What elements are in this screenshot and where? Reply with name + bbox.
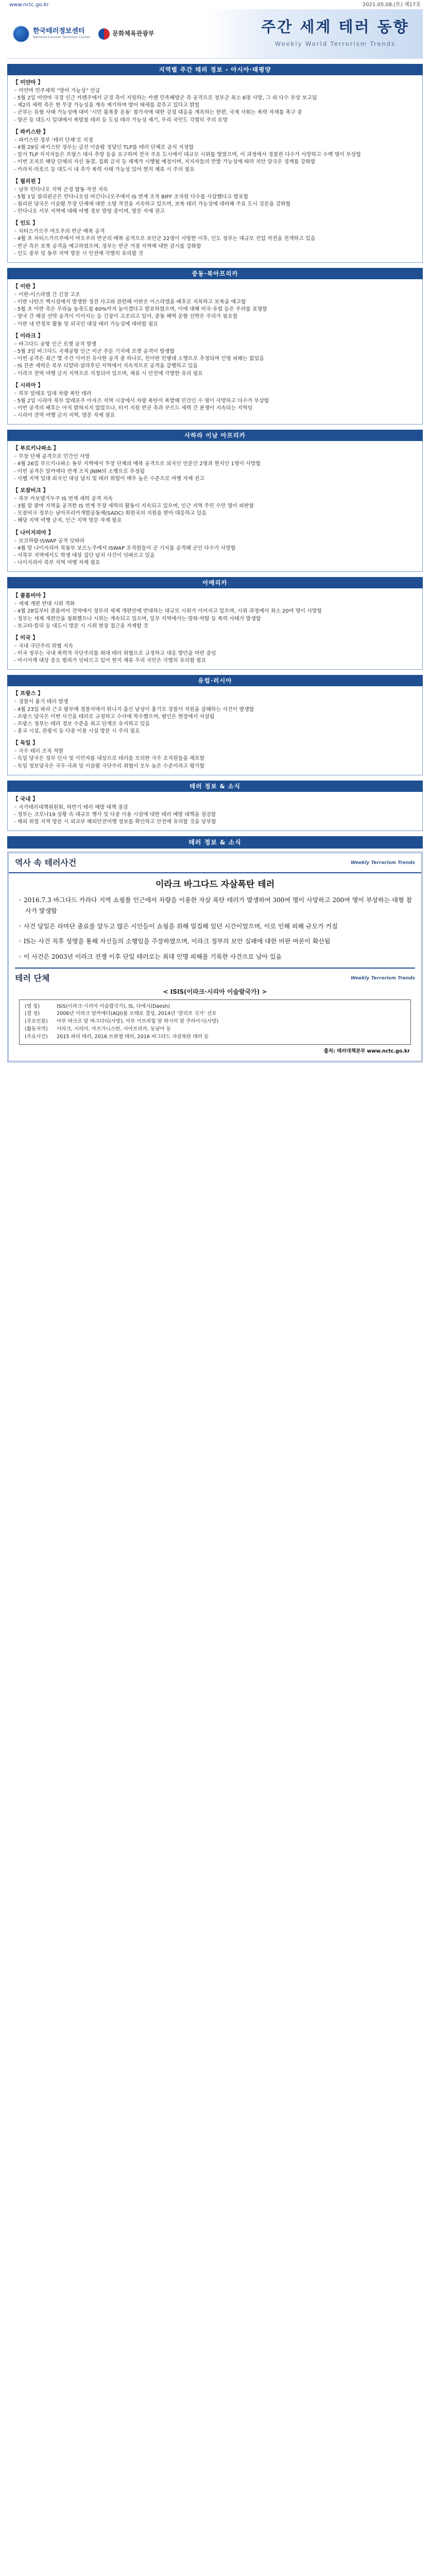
news-line: ◦ 세제 개편 반대 시위 격화 <box>14 601 75 607</box>
group-panel-watermark: Weekly Terrorism Trends <box>350 975 415 981</box>
news-line: - 민다나오 서부 지역에 대해 여행 경보 발령 중이며, 방문 자제 권고 <box>14 209 165 215</box>
insight-panel <box>7 852 423 1062</box>
news-line: - 이번 조치로 해당 단체의 자산 동결, 집회 금지 등 제재가 시행될 예정이며, 지지자들의 반발 가능성에 따라 치안 당국은 경계를 강화함 <box>14 159 316 165</box>
country-label: 【 미얀마 】 <box>13 79 43 86</box>
profile-value: 2015 파리 테러, 2016 브뤼셀 테러, 2016 바그다드 자살폭탄 테러 등 <box>57 1034 209 1040</box>
news-line: ◦ 차티스가르주 마오주의 반군 매복 공격 <box>14 229 105 235</box>
masthead-title <box>258 16 412 48</box>
country-label: 【 시리아 】 <box>13 382 43 388</box>
profile-key: (주요인물) <box>25 1019 48 1025</box>
section-body <box>7 441 423 572</box>
news-line: - 이란 나탄즈 핵시설에서 발생한 정전 사고와 관련해 이란은 이스라엘을 배후로 지목하고 보복을 예고함 <box>14 299 246 306</box>
news-line: - 4월 말 나이지리아 북동부 보르노주에서 ISWAP 조직원들이 군 기지를 공격해 군인 다수가 사망함 <box>14 545 236 551</box>
article-paragraph: ◦ 이 사건은 2003년 이라크 전쟁 이후 단일 테러로는 최대 인명 피해를 기록한 사건으로 남아 있음 <box>18 953 282 960</box>
news-line: - 사헬 지역 일대 외국인 대상 납치 및 테러 위험이 매우 높은 수준으로 여행 자제 권고 <box>14 476 205 482</box>
news-line: ◦ 경찰서 흉기 테러 발생 <box>14 699 68 705</box>
profile-row <box>25 1003 405 1011</box>
news-line: - 5월 2일 미얀마 국경 인근 카렌주에서 군경 측이 지원하는 카렌 민족해방군 측 공격으로 정부군 최소 6명 사망, 그 외 다수 부상 보고됨 <box>14 95 317 101</box>
country-block <box>13 529 417 567</box>
profile-value: ISIS(이라크·시리아 이슬람국가), IS, 다에시(Daesh) <box>57 1003 170 1009</box>
news-line: - 3월 말 팔마 지역을 공격한 IS 연계 무장 세력의 활동이 지속되고 있으며, 인근 지역 주민 수만 명이 피란함 <box>14 503 254 510</box>
country-block <box>13 795 417 826</box>
news-line: - 5월 1일 필리핀군은 민다나오섬 마긴다나오주에서 IS 연계 조직 BIFF 조직원 다수를 사살했다고 발표함 <box>14 194 249 200</box>
article-paragraph: ◦ 2016.7.3 바그다드 카라다 지역 쇼핑몰 인근에서 차량을 이용한 자살 폭탄 테러가 발생하여 300여 명이 사망하고 200여 명이 부상하는 대형 참사가 발생함 <box>18 896 412 915</box>
country-label: 【 콜롬비아 】 <box>13 592 48 599</box>
country-label: 【 미국 】 <box>13 634 38 641</box>
news-line: - 5월 2일 시리아 북부 알레포주 아자즈 지역 시장에서 차량 폭탄이 폭발해 민간인 수 명이 사망하고 다수가 부상함 <box>14 398 269 404</box>
news-line: ◦ 이란-이스라엘 간 긴장 고조 <box>14 292 80 298</box>
section-1 <box>7 268 423 425</box>
history-panel-title: 역사 속 테러사건 <box>15 858 77 868</box>
news-line: - 양곤 등 대도시 일대에서 폭발물 테러 등 도심 테러 가능성 제기, 우리 국민도 각별히 주의 요망 <box>14 117 228 123</box>
news-line: - 프랑스 정부는 테러 경보 수준을 최고 단계로 유지하고 있음 <box>14 721 150 727</box>
profile-key: (주요사건) <box>25 1034 48 1040</box>
section-title: 테러 정보 & 소식 <box>7 781 423 792</box>
country-block <box>13 445 417 483</box>
section-title: 지역별 주간 테러 정보 - 아시아·태평양 <box>7 64 423 75</box>
country-block <box>13 382 417 420</box>
news-line: - 독일 당국은 정부 인사 및 이민자를 대상으로 테러를 모의한 극우 조직원들을 체포함 <box>14 756 205 762</box>
news-line: - 이란 내 반정부 활동 및 외국인 대상 테러 가능성에 대비할 필요 <box>14 321 159 327</box>
news-line: - 인도 중부 및 동부 지역 방문 시 안전에 각별히 유의할 것 <box>14 250 144 257</box>
profile-key: (명 칭) <box>25 1003 40 1009</box>
news-line: ◦ 보코하람·ISWAP 공격 잇따라 <box>14 538 85 544</box>
news-line: - 필리핀 당국은 이슬람 무장 단체에 대한 소탕 작전을 지속하고 있으며, 보복 테러 가능성에 대비해 주요 도시 검문을 강화함 <box>14 201 291 207</box>
country-label: 【 나이지리아 】 <box>13 529 54 536</box>
news-line: - 이번 공격의 배후는 아직 밝혀지지 않았으나, 터키 지원 반군 측과 쿠르드 세력 간 분쟁이 지속되는 지역임 <box>14 405 253 411</box>
profile-row <box>25 1010 405 1018</box>
country-block <box>13 178 417 216</box>
profile-row <box>25 1026 405 1033</box>
group-panel-header <box>9 973 421 988</box>
country-label: 【 독일 】 <box>13 740 38 747</box>
article-title: 이라크 바그다드 자살폭탄 테러 <box>155 879 275 890</box>
news-line: - 4월 28일부터 콜롬비아 전역에서 정부의 세제 개편안에 반대하는 대규모 시위가 이어지고 있으며, 시위 과정에서 최소 20여 명이 사망함 <box>14 608 322 615</box>
news-line: - IS 잔존 세력은 북부 디얄라·살라후딘 지역에서 지속적으로 공격을 감행하고 있음 <box>14 363 198 369</box>
history-panel-header <box>9 853 421 873</box>
news-line: - 앞서 TLP 지지자들은 프랑스 대사 추방 등을 요구하며 전국 주요 도시에서 대규모 시위를 벌였으며, 이 과정에서 경찰관 다수가 사망하고 수백 명이 부상함 <box>14 152 362 158</box>
news-line: - 프랑스 당국은 이번 사건을 테러로 규정하고 수사에 착수했으며, 범인은 현장에서 사살됨 <box>14 714 215 720</box>
issue-info: 2021.05.08.(토) 제17호 <box>362 2 421 8</box>
country-block <box>13 690 417 735</box>
news-line: ◦ 파키스탄 정부 ‘테러 단체’로 지정 <box>14 137 93 143</box>
profile-key: (활동지역) <box>25 1026 48 1032</box>
country-block <box>13 487 417 525</box>
country-label: 【 파키스탄 】 <box>13 128 48 135</box>
history-panel-watermark: Weekly Terrorism Trends <box>350 860 415 866</box>
newsletter-title: 주간 세계 테러 동향 <box>261 18 409 36</box>
ministry-logo-name: 문화체육관광부 <box>112 29 154 37</box>
country-label: 【 필리핀 】 <box>13 178 43 184</box>
news-line: - 서북부 지역에서도 학생 대상 집단 납치 사건이 잇따르고 있음 <box>14 552 155 558</box>
profile-row <box>25 1033 405 1041</box>
article-paragraph: ◦ IS는 사건 직후 성명을 통해 자신들의 소행임을 주장하였으며, 이라크 정부의 보안 실패에 대한 비판 여론이 확산됨 <box>18 938 331 945</box>
country-label: 【 부르키나파소 】 <box>13 445 59 452</box>
section-body <box>7 75 423 263</box>
nctc-logo[interactable] <box>12 25 90 43</box>
news-line: - 모잠비크 정부는 남아프리카개발공동체(SADC) 회원국의 지원을 받아 대응하고 있음 <box>14 511 207 517</box>
country-block <box>13 634 417 665</box>
sections-container <box>0 64 430 831</box>
group-panel-title: 테러 단체 <box>15 973 50 983</box>
news-line: - 4월 26일 부르키나파소 동부 지역에서 무장 단체의 매복 공격으로 외국인 언론인 2명과 현지인 1명이 사망함 <box>14 461 261 467</box>
news-line: ◦ 국가테러대책위원회, 하반기 테러 예방 대책 점검 <box>14 804 128 810</box>
nctc-seal-icon <box>12 25 30 43</box>
profile-box <box>19 999 411 1045</box>
news-line: - 반군 측은 보복 공격을 예고하였으며, 정부는 반군 거점 지역에 대한 감시를 강화함 <box>14 243 201 249</box>
news-line: ◦ 남부 민다나오 지역 군경 합동 작전 지속 <box>14 187 108 193</box>
news-line: ◦ 북부 카보델가두주 IS 연계 세력 공격 지속 <box>14 496 113 502</box>
top-bar <box>0 0 430 9</box>
section-2 <box>7 430 423 572</box>
country-label: 【 이라크 】 <box>13 332 43 339</box>
country-block <box>13 283 417 328</box>
news-line: - 제2의 세력 측은 현 무장 가능성을 계속 제기하며 방어 태세를 갖추고 있다고 밝힘 <box>14 103 200 109</box>
news-line: - 종교 시설, 관광지 등 다중 이용 시설 방문 시 주의 필요 <box>14 728 140 735</box>
section-title: 사하라 이남 아프리카 <box>7 430 423 441</box>
profile-title: < ISIS(이라크·시리아 이슬람국가) > <box>163 988 267 995</box>
article-body <box>9 895 421 962</box>
section-body <box>7 686 423 775</box>
country-label: 【 이란 】 <box>13 283 38 290</box>
section-title: 유럽·러시아 <box>7 675 423 686</box>
news-line: ◦ 극우 테러 조직 적발 <box>14 749 63 755</box>
section-4 <box>7 675 423 775</box>
news-line: - 양국 간 해상 선박 공격이 이어지는 등 긴장이 고조되고 있어, 중동 해역 운항 선박은 주의가 필요함 <box>14 314 238 320</box>
news-line: ◦ 무장 단체 공격으로 민간인 사망 <box>14 454 90 460</box>
news-line: - 4월 초 차티스가르주에서 마오주의 반군의 매복 공격으로 보안군 22명이 사망한 이후, 인도 정부는 대규모 진압 작전을 전개하고 있음 <box>14 236 316 242</box>
news-line: - 이번 공격은 최근 몇 주간 이어진 유사한 공격 중 하나로, 친이란 민병대 소행으로 추정되며 인명 피해는 없었음 <box>14 356 264 362</box>
news-line: - 해외 위험 지역 방문 시 외교부 해외안전여행 정보를 확인하고 안전에 유의할 것을 당부함 <box>14 819 216 825</box>
site-url-link[interactable]: www.nctc.go.kr <box>9 2 49 8</box>
section-body <box>7 588 423 670</box>
country-label: 【 국내 】 <box>13 795 38 802</box>
section-title: 아메리카 <box>7 577 423 588</box>
country-block <box>13 79 417 124</box>
nctc-logo-en: National Counter Terrorism Center <box>33 35 91 40</box>
country-label: 【 모잠비크 】 <box>13 487 48 494</box>
ministry-logo[interactable] <box>98 28 154 40</box>
insight-header: 테러 정보 & 소식 <box>7 836 423 849</box>
news-line: - 5월 3일 바그다드 국제공항 인근 미군 주둔 기지에 로켓 공격이 발생함 <box>14 348 175 354</box>
panel-divider <box>15 968 415 969</box>
profile-value: 이라크, 시리아, 아프가니스탄, 서아프리카, 동남아 등 <box>57 1026 171 1032</box>
news-line: ◦ 바그다드 공항 인근 로켓 공격 발생 <box>14 341 97 347</box>
news-line: - 독일 정보당국은 극우·극좌 및 이슬람 극단주의 위협이 모두 높은 수준이라고 평가함 <box>14 763 205 769</box>
news-line: - 4월 29일 파키스탄 정부는 급진 이슬람 정당인 TLP를 테러 단체로 공식 지정함 <box>14 144 194 150</box>
section-3 <box>7 577 423 670</box>
news-line: - 보고타·칼리 등 대도시 방문 시 시위 현장 접근을 자제할 것 <box>14 623 148 629</box>
news-line: - 군부는 유혈 사태 가능성에 대비 ‘시민 불복종 운동’ 참가자에 대한 강경 대응을 계속하는 한편, 국제 사회는 폭력 자제를 촉구 중 <box>14 110 302 116</box>
news-line: - 시리아 전역 여행 금지 지역, 방문 자제 필요 <box>14 413 115 419</box>
news-line: - 5월 초 이란 측은 우라늄 농축도를 60%까지 높이겠다고 발표하였으며, 이에 대해 미국·유럽 등은 우려를 표명함 <box>14 307 267 313</box>
country-label: 【 인도 】 <box>13 220 38 227</box>
article-paragraph: ◦ 사건 당일은 라마단 종료를 앞두고 많은 시민들이 쇼핑을 위해 밀집해 있던 시간이었으며, 이로 인해 피해 규모가 커짐 <box>18 922 338 930</box>
news-line: ◦ 국내 극단주의 위협 지속 <box>14 643 74 649</box>
news-line: - 정부는 코로나19 상황 속 대규모 행사 및 다중 이용 시설에 대한 테러 예방 대책을 점검함 <box>14 811 216 818</box>
news-line: ◦ 북부 알레포 일대 차량 폭탄 테러 <box>14 391 92 397</box>
section-body <box>7 792 423 831</box>
news-line: - 아시아계 대상 증오 범죄가 잇따르고 있어 현지 체류 우리 국민은 각별히 유의할 필요 <box>14 658 207 664</box>
country-block <box>13 332 417 378</box>
news-line: - 카라치·라호르 등 대도시 내 추가 폭력 사태 가능성 있어 현지 체류 시 주의 필요 <box>14 166 195 173</box>
section-body <box>7 279 423 425</box>
profile-row <box>25 1018 405 1026</box>
news-line: - 나이지리아 북부 지역 여행 자제 필요 <box>14 560 100 566</box>
masthead <box>7 9 423 59</box>
profile-value: 2006년 이라크 알카에다(AQI)를 모태로 결성, 2014년 ‘칼리프 국가’ 선포 <box>57 1011 217 1017</box>
country-block <box>13 128 417 174</box>
taegeuk-icon <box>98 28 110 40</box>
newsletter-subtitle: Weekly World Terrorism Trends <box>274 40 396 48</box>
nctc-logo-name: 한국테러정보센터 <box>33 27 85 36</box>
country-label: 【 프랑스 】 <box>13 690 43 697</box>
section-5 <box>7 781 423 831</box>
news-line: - 이라크 전역 여행 금지 지역으로 지정되어 있으며, 체류 시 안전에 각별한 유의 필요 <box>14 370 203 377</box>
news-line: - 이번 공격은 알카에다 연계 조직 JNIM의 소행으로 추정됨 <box>14 468 145 474</box>
country-block <box>13 592 417 630</box>
news-line: - 해당 지역 여행 금지, 인근 지역 방문 자제 필요 <box>14 518 122 524</box>
country-block <box>13 219 417 258</box>
profile-value: 아부 바크르 알 바그다디(사망), 아부 이브라힘 알 하시미 알 쿠라이시(사망) <box>57 1019 219 1025</box>
news-line: - 4월 23일 파리 근교 랑부예 경찰서에서 튀니지 출신 남성이 흉기로 경찰서 직원을 살해하는 사건이 발생함 <box>14 706 254 713</box>
news-line: - 정부는 세제 개편안을 철회했으나 시위는 계속되고 있으며, 일부 지역에서는 방화·약탈 등 폭력 사태가 발생함 <box>14 616 261 622</box>
source-note: 출처: 테러대책본부 www.nctc.go.kr <box>323 1048 410 1054</box>
country-block <box>13 739 417 770</box>
profile-key: (결 성) <box>25 1011 40 1017</box>
section-title: 중동·북아프리카 <box>7 268 423 279</box>
news-line: ◦ 미얀마 민주세력 “방어 가능성” 언급 <box>14 88 100 94</box>
section-0 <box>7 64 423 263</box>
news-line: - 미국 정부는 국내 폭력적 극단주의를 최대 테러 위협으로 규정하고 대응 방안을 마련 중임 <box>14 651 216 657</box>
